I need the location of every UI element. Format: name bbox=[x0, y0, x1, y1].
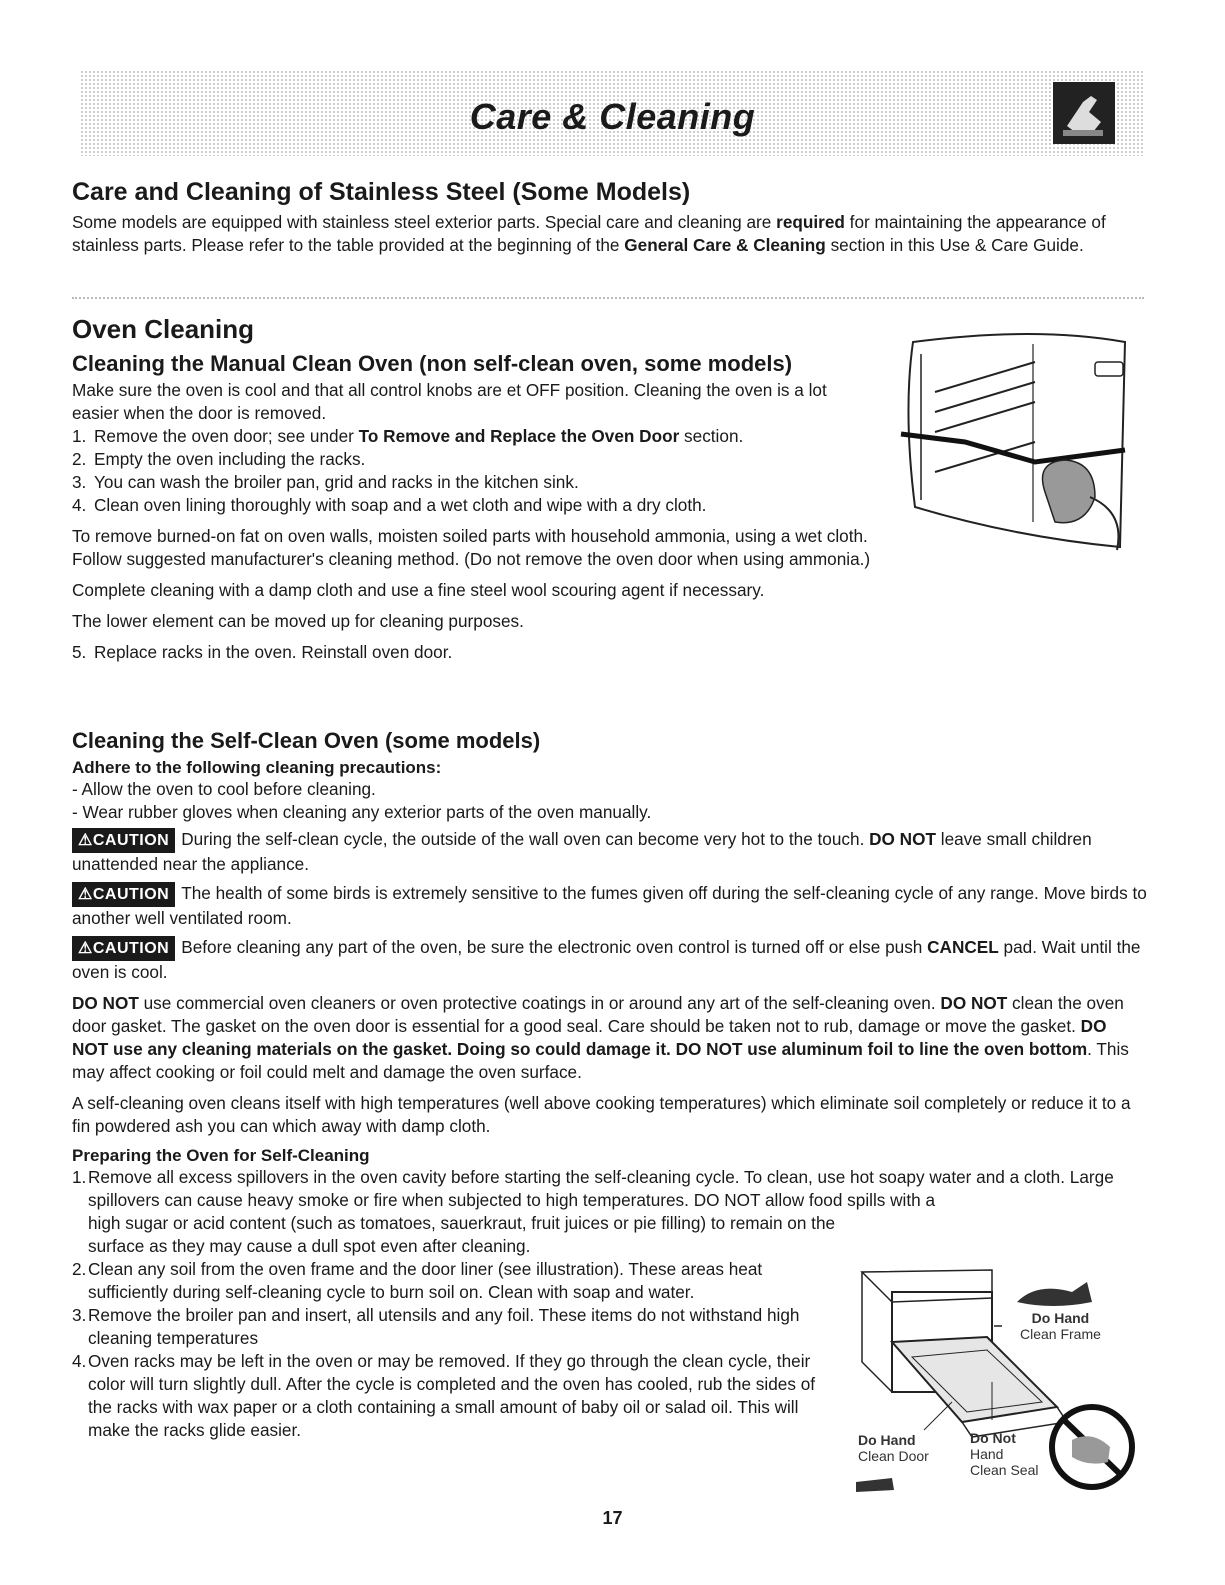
stainless-heading: Care and Cleaning of Stainless Steel (Some Models) bbox=[72, 178, 691, 206]
manual-clean-steps bbox=[72, 425, 872, 517]
list-item: 2. Empty the oven including the racks. bbox=[72, 449, 366, 469]
figure-label-frame: Do Hand Clean Frame bbox=[1020, 1310, 1101, 1342]
self-clean-heading: Cleaning the Self-Clean Oven (some models) bbox=[72, 728, 541, 753]
list-item-continued: high sugar or acid content (such as tomatoes, sauerkraut, fruit juices or pie filling) to remain on the surface as they may cause a dull spot even after cleaning. bbox=[88, 1213, 836, 1256]
precaution-item: - Wear rubber gloves when cleaning any exterior parts of the oven manually. bbox=[72, 802, 652, 822]
list-item: 3. You can wash the broiler pan, grid and racks in the kitchen sink. bbox=[72, 472, 579, 492]
caution-paragraph: ⚠CAUTION Before cleaning any part of the oven, be sure the electronic oven control is turned off or else push CANCEL pad. Wait until the oven is cool. bbox=[72, 937, 1141, 982]
do-not-paragraph: DO NOT use commercial oven cleaners or oven protective coatings in or around any art of the self-cleaning oven. DO NOT clean the oven door gasket. The gasket on the oven door is essential for a good seal. Care should be taken not to rub, damage or move the gasket. DO NOT use any cleaning materials on the gasket. Doing so could damage it. DO NOT use aluminum foil to line the oven bottom. This may affect cooking or foil could melt and damage the oven surface. bbox=[72, 993, 1129, 1082]
caution-badge: ⚠CAUTION bbox=[72, 936, 175, 961]
caution-badge: ⚠CAUTION bbox=[72, 828, 175, 853]
section-banner bbox=[80, 70, 1145, 156]
oven-door-illustration bbox=[852, 1262, 1147, 1502]
list-item: 4. Oven racks may be left in the oven or may be removed. If they go through the clean cycle, their color will turn slightly dull. After the cycle is completed and the oven has cooled, rub the sides of the racks with wax paper or a cloth containing a small amount of baby oil or salad oil. This will make the racks glide easier. bbox=[72, 1351, 816, 1440]
caution-badge: ⚠CAUTION bbox=[72, 882, 175, 907]
list-item: 3. Remove the broiler pan and insert, all utensils and any foil. These items do not withstand high cleaning temperatures bbox=[72, 1305, 800, 1348]
hand-cleaning-icon bbox=[1053, 82, 1115, 144]
dotted-divider bbox=[72, 297, 1144, 299]
preparing-heading: Preparing the Oven for Self-Cleaning bbox=[72, 1146, 370, 1165]
list-item: 1. Remove all excess spillovers in the oven cavity before starting the self-cleaning cycle. To clean, use hot soapy water and a cloth. Large spillovers can cause heavy smoke or fire when subjected to high temperatures. DO NOT allow food spills with a bbox=[72, 1167, 1114, 1210]
ammonia-paragraph: To remove burned-on fat on oven walls, moisten soiled parts with household ammonia, using a wet cloth. Follow suggested manufacturer's cleaning method. (Do not remove the oven door when using ammonia.) bbox=[72, 526, 871, 569]
precautions-heading: Adhere to the following cleaning precautions: bbox=[72, 758, 442, 777]
manual-clean-intro: Make sure the oven is cool and that all control knobs are et OFF position. Cleaning the oven is a lot easier when the door is removed. bbox=[72, 380, 827, 423]
manual-clean-heading: Cleaning the Manual Clean Oven (non self-clean oven, some models) bbox=[72, 351, 793, 376]
list-item: 1. Remove the oven door; see under To Remove and Replace the Oven Door section. bbox=[72, 426, 744, 446]
lower-element-paragraph: The lower element can be moved up for cleaning purposes. bbox=[72, 611, 524, 631]
figure-label-seal: Do Not Hand Clean Seal bbox=[970, 1430, 1039, 1478]
oven-cleaning-heading: Oven Cleaning bbox=[72, 314, 255, 344]
stainless-paragraph: Some models are equipped with stainless steel exterior parts. Special care and cleaning are required for maintaining the appearance of stainless parts. Please refer to the table provided at the beginning of the General Care & Cleaning section in this Use & Care Guide. bbox=[72, 212, 1106, 255]
list-item: 2. Clean any soil from the oven frame and the door liner (see illustration). These areas heat sufficiently during self-cleaning cycle to burn soil on. Clean with soap and water. bbox=[72, 1259, 763, 1302]
page-number: 17 bbox=[602, 1508, 623, 1528]
complete-paragraph: Complete cleaning with a damp cloth and use a fine steel wool scouring agent if necessary. bbox=[72, 580, 765, 600]
figure-label-door: Do Hand Clean Door bbox=[858, 1432, 929, 1464]
list-item: 5. Replace racks in the oven. Reinstall oven door. bbox=[72, 642, 453, 662]
caution-paragraph: ⚠CAUTION The health of some birds is extremely sensitive to the fumes given off during the self-cleaning cycle of any range. Move birds to another well ventilated room. bbox=[72, 883, 1147, 928]
banner-title: Care & Cleaning bbox=[469, 96, 756, 137]
precaution-item: - Allow the oven to cool before cleaning. bbox=[72, 779, 376, 799]
caution-paragraph: ⚠CAUTION During the self-clean cycle, the outside of the wall oven can become very hot to the touch. DO NOT leave small children unattended near the appliance. bbox=[72, 829, 1092, 874]
list-item: 4. Clean oven lining thoroughly with soap and a wet cloth and wipe with a dry cloth. bbox=[72, 495, 707, 515]
self-cleaning-paragraph: A self-cleaning oven cleans itself with high temperatures (well above cooking temperatures) which eliminate soil completely or reduce it to a fin powdered ash you can which away with damp cloth. bbox=[72, 1093, 1131, 1136]
oven-interior-illustration bbox=[895, 322, 1140, 552]
